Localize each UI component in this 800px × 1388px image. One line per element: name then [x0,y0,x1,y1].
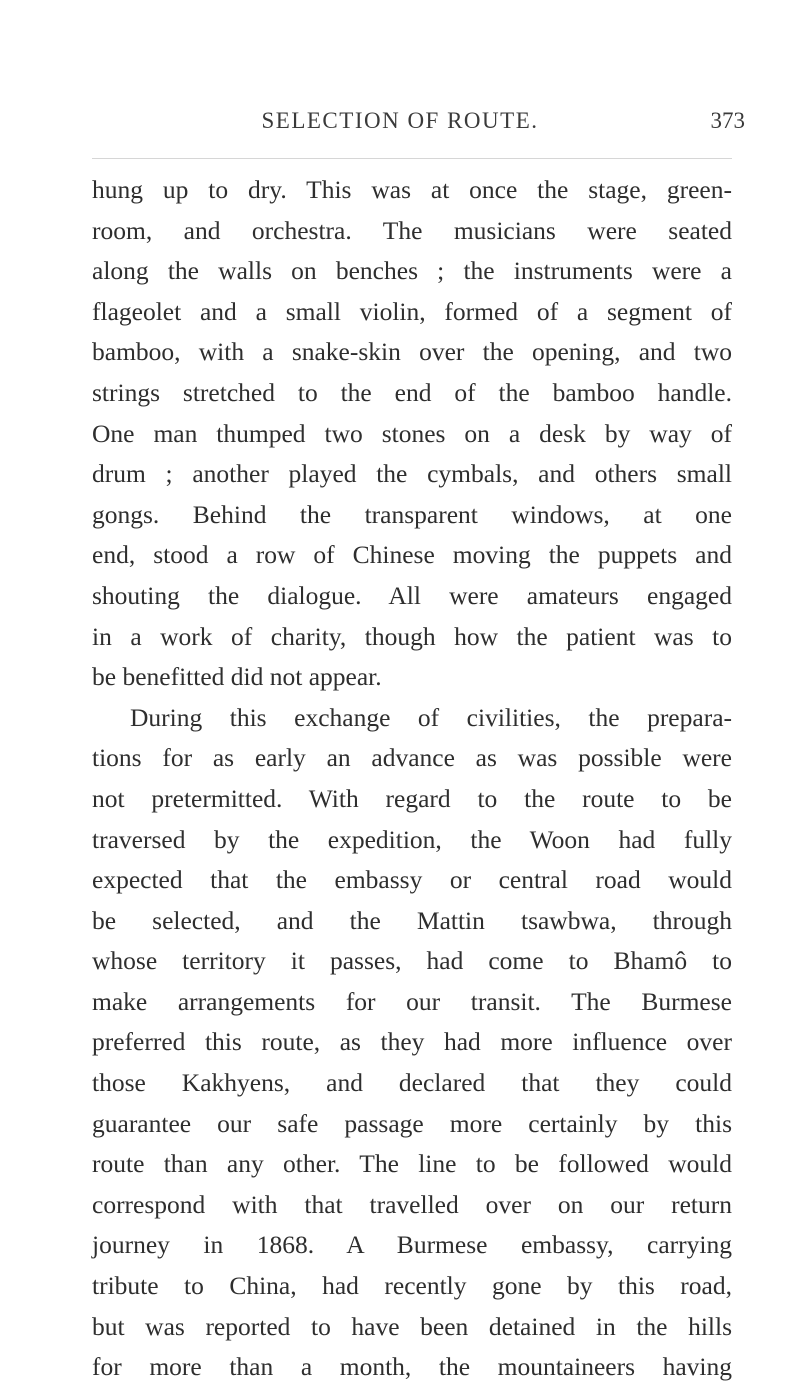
text-line: route than any other. The line to be followed would [92,1149,732,1179]
text-line: in a work of charity, though how the patient was to [92,621,732,651]
paragraph-end-line: be benefitted did not appear. [92,662,382,692]
text-line: shouting the dialogue. All were amateurs engaged [92,580,732,610]
text-line: those Kakhyens, and declared that they could [92,1068,732,1098]
text-line: guarantee our safe passage more certainly by this [92,1108,732,1138]
text-line: along the walls on benches ; the instruments were a [92,256,732,286]
text-line: correspond with that travelled over on our return [92,1189,732,1219]
text-line: bamboo, with a snake-skin over the opening, and two [92,337,732,367]
text-line: tribute to China, had recently gone by this road, [92,1271,732,1301]
text-line: but was reported to have been detained in the hills [92,1311,732,1341]
paragraph-start-line: During this exchange of civilities, the prepara- [130,702,732,732]
text-line: journey in 1868. A Burmese embassy, carrying [92,1230,732,1260]
text-line: drum ; another played the cymbals, and others small [92,459,732,489]
header-rule [92,158,732,159]
text-line: flageolet and a small violin, formed of a segment of [92,296,732,326]
text-line: traversed by the expedition, the Woon had fully [92,824,732,854]
text-line: not pretermitted. With regard to the route to be [92,783,732,813]
text-line: whose territory it passes, had come to Bhamô to [92,946,732,976]
text-line: One man thumped two stones on a desk by way of [92,418,732,448]
text-line: strings stretched to the end of the bamboo handle. [92,377,732,407]
page-number: 373 [710,108,745,133]
body-text [92,170,732,1388]
text-line: gongs. Behind the transparent windows, at one [92,499,732,529]
text-line: make arrangements for our transit. The Burmese [92,986,732,1016]
running-title: SELECTION OF ROUTE. [261,108,539,133]
text-line: hung up to dry. This was at once the stage, green- [92,175,732,204]
text-line: expected that the embassy or central road would [92,865,732,895]
text-line: preferred this route, as they had more influence over [92,1027,732,1057]
text-line: tions for as early an advance as was possible were [92,743,732,773]
text-line: be selected, and the Mattin tsawbwa, through [92,905,732,935]
text-line: end, stood a row of Chinese moving the puppets and [92,540,732,570]
running-head [0,108,800,138]
text-line: for more than a month, the mountaineers having [92,1352,732,1382]
text-line: room, and orchestra. The musicians were seated [92,215,732,245]
